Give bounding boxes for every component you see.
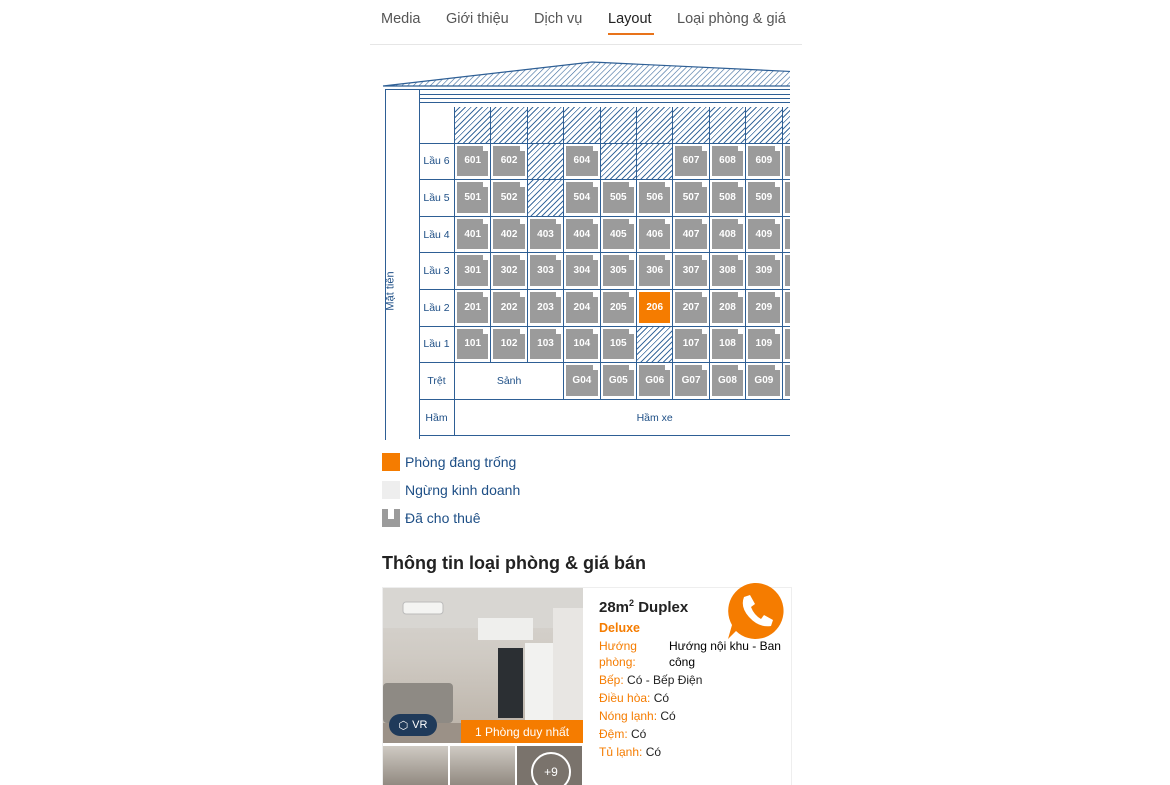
floor-label: Lầu 4 — [419, 217, 455, 254]
floor-label: Lầu 5 — [419, 180, 455, 217]
room-cell — [564, 327, 600, 364]
call-button[interactable] — [724, 581, 784, 641]
room-306[interactable]: 306 — [639, 255, 670, 286]
hatched-cell — [528, 107, 564, 144]
room-cell — [746, 144, 782, 181]
room-cell — [783, 290, 790, 327]
rented-flag-icon — [483, 292, 488, 297]
hatched-cell — [710, 107, 746, 144]
room-408[interactable]: 408 — [712, 219, 743, 250]
rented-flag-icon — [593, 365, 598, 370]
room-cell — [783, 217, 790, 254]
rented-flag-icon — [483, 329, 488, 334]
hatched-cell — [783, 107, 790, 144]
rented-flag-icon — [556, 329, 561, 334]
room-107[interactable]: 107 — [675, 329, 706, 360]
tab-introduction[interactable]: Giới thiệu — [446, 11, 509, 27]
hatched-cell — [491, 107, 527, 144]
room-cell — [564, 180, 600, 217]
room-cell — [783, 253, 790, 290]
room-cell — [601, 290, 637, 327]
hatched-cell — [601, 144, 637, 181]
room-cell — [673, 290, 709, 327]
room-cell — [637, 363, 673, 400]
unique-room-ribbon: 1 Phòng duy nhất — [461, 720, 583, 743]
room-cell — [710, 363, 746, 400]
room-303[interactable]: 303 — [530, 255, 561, 286]
room-cell — [528, 253, 564, 290]
rented-flag-icon — [629, 329, 634, 334]
room-cell — [601, 327, 637, 364]
hatched-cell — [564, 107, 600, 144]
room-cell — [746, 327, 782, 364]
facade-label: Mặt tiền — [384, 271, 397, 311]
tab-media[interactable]: Media — [381, 11, 421, 27]
room-302[interactable]: 302 — [493, 255, 524, 286]
room-types-title: Thông tin loại phòng & giá bán — [382, 553, 646, 573]
room-cell — [746, 363, 782, 400]
rented-flag-icon — [593, 182, 598, 187]
room-cell — [710, 144, 746, 181]
rented-flag-icon — [702, 255, 707, 260]
floor-label: Hầm — [419, 400, 455, 437]
rented-flag-icon — [629, 292, 634, 297]
hatched-cell — [746, 107, 782, 144]
room-cell — [564, 363, 600, 400]
rented-flag-icon — [775, 292, 780, 297]
room-G08[interactable]: G08 — [712, 365, 743, 396]
more-photos-thumbnail[interactable] — [517, 746, 582, 785]
rented-flag-icon — [593, 292, 598, 297]
room-partial[interactable] — [785, 292, 790, 323]
room-403[interactable]: 403 — [530, 219, 561, 250]
floor-layout-diagram — [382, 52, 790, 444]
room-404[interactable]: 404 — [566, 219, 597, 250]
room-cell — [746, 290, 782, 327]
room-206[interactable]: 206 — [639, 292, 670, 323]
room-cell — [746, 217, 782, 254]
room-G05[interactable]: G05 — [603, 365, 634, 396]
room-cell — [710, 180, 746, 217]
room-407[interactable]: 407 — [675, 219, 706, 250]
thumbnail[interactable] — [383, 746, 448, 785]
room-103[interactable]: 103 — [530, 329, 561, 360]
rented-flag-icon — [520, 146, 525, 151]
rented-flag-icon — [593, 329, 598, 334]
rented-flag-icon — [520, 255, 525, 260]
room-cell — [637, 253, 673, 290]
rented-flag-icon — [593, 255, 598, 260]
room-cell — [564, 217, 600, 254]
room-cell — [491, 290, 527, 327]
water-heater-row: Nóng lạnh: Có — [599, 709, 676, 723]
room-cell — [528, 217, 564, 254]
photo-thumbnails — [383, 746, 583, 785]
room-cell — [601, 253, 637, 290]
rented-flag-icon — [629, 365, 634, 370]
rented-swatch — [382, 509, 400, 527]
rented-flag-icon — [775, 365, 780, 370]
hatched-cell — [637, 327, 673, 364]
legend-vacant: Phòng đang trống — [382, 452, 520, 472]
rented-flag-icon — [738, 329, 743, 334]
room-cell — [783, 144, 790, 181]
room-photo[interactable] — [383, 588, 583, 743]
room-604[interactable]: 604 — [566, 146, 597, 177]
rented-flag-icon — [520, 329, 525, 334]
rented-flag-icon — [520, 219, 525, 224]
rented-flag-icon — [738, 255, 743, 260]
rented-flag-icon — [738, 146, 743, 151]
rented-flag-icon — [629, 255, 634, 260]
rented-flag-icon — [556, 255, 561, 260]
rented-flag-icon — [738, 182, 743, 187]
hatched-cell — [528, 144, 564, 181]
parking-area: Hầm xe — [455, 400, 790, 437]
room-cell — [637, 180, 673, 217]
floor-label: Lầu 3 — [419, 253, 455, 290]
hatched-cell — [673, 107, 709, 144]
room-304[interactable]: 304 — [566, 255, 597, 286]
room-cell — [564, 144, 600, 181]
room-502[interactable]: 502 — [493, 182, 524, 213]
room-cell — [601, 180, 637, 217]
room-504[interactable]: 504 — [566, 182, 597, 213]
room-cell — [673, 327, 709, 364]
more-photos-count: +9 — [531, 752, 571, 785]
rented-flag-icon — [775, 219, 780, 224]
rented-flag-icon — [665, 255, 670, 260]
room-cell — [637, 217, 673, 254]
room-309[interactable]: 309 — [748, 255, 779, 286]
room-cell — [783, 363, 790, 400]
room-602[interactable]: 602 — [493, 146, 524, 177]
rented-flag-icon — [483, 255, 488, 260]
room-cell — [564, 253, 600, 290]
rented-flag-icon — [593, 146, 598, 151]
room-cell — [601, 217, 637, 254]
rented-flag-icon — [665, 219, 670, 224]
legend-suspended: Ngừng kinh doanh — [382, 480, 520, 500]
room-308[interactable]: 308 — [712, 255, 743, 286]
room-cell — [746, 253, 782, 290]
room-501[interactable]: 501 — [457, 182, 488, 213]
kitchen-row: Bếp: Có - Bếp Điện — [599, 673, 703, 687]
room-cell — [710, 253, 746, 290]
room-305[interactable]: 305 — [603, 255, 634, 286]
room-partial[interactable] — [785, 219, 790, 250]
room-607[interactable]: 607 — [675, 146, 706, 177]
room-G09[interactable]: G09 — [748, 365, 779, 396]
room-cell — [491, 327, 527, 364]
room-102[interactable]: 102 — [493, 329, 524, 360]
rented-flag-icon — [665, 182, 670, 187]
room-207[interactable]: 207 — [675, 292, 706, 323]
rented-flag-icon — [483, 219, 488, 224]
thumbnail[interactable] — [450, 746, 515, 785]
rented-flag-icon — [665, 365, 670, 370]
room-409[interactable]: 409 — [748, 219, 779, 250]
room-209[interactable]: 209 — [748, 292, 779, 323]
rented-flag-icon — [702, 182, 707, 187]
aircon-row: Điều hòa: Có — [599, 691, 670, 705]
rented-flag-icon — [629, 182, 634, 187]
page — [370, 0, 802, 785]
room-G06[interactable]: G06 — [639, 365, 670, 396]
mattress-row: Đệm: Có — [599, 727, 647, 741]
room-cell — [455, 180, 491, 217]
room-208[interactable]: 208 — [712, 292, 743, 323]
room-202[interactable]: 202 — [493, 292, 524, 323]
hatched-cell — [637, 144, 673, 181]
roof-drawing — [382, 60, 790, 88]
room-108[interactable]: 108 — [712, 329, 743, 360]
room-509[interactable]: 509 — [748, 182, 779, 213]
vacant-swatch — [382, 453, 400, 471]
direction-row: Hướng phòng: Hướng nội khu - Ban công — [599, 639, 781, 669]
room-cell — [601, 363, 637, 400]
rented-flag-icon — [702, 365, 707, 370]
room-301[interactable]: 301 — [457, 255, 488, 286]
room-609[interactable]: 609 — [748, 146, 779, 177]
room-104[interactable]: 104 — [566, 329, 597, 360]
room-type-name: $28m^2$ Duplex — [599, 598, 689, 616]
room-cell — [710, 290, 746, 327]
room-507[interactable]: 507 — [675, 182, 706, 213]
rented-flag-icon — [520, 292, 525, 297]
suspended-swatch — [382, 481, 400, 499]
rented-flag-icon — [556, 292, 561, 297]
room-cell — [673, 144, 709, 181]
rented-flag-icon — [702, 329, 707, 334]
room-205[interactable]: 205 — [603, 292, 634, 323]
room-cell — [673, 253, 709, 290]
room-cell — [710, 217, 746, 254]
rented-flag-icon — [702, 146, 707, 151]
room-cell — [710, 327, 746, 364]
room-type-class: Deluxe — [599, 621, 640, 635]
room-partial[interactable] — [785, 365, 790, 396]
room-cell — [528, 290, 564, 327]
room-partial[interactable] — [785, 146, 790, 177]
hatched-cell — [528, 180, 564, 217]
room-cell — [455, 290, 491, 327]
floor-label: Trệt — [419, 363, 455, 400]
room-204[interactable]: 204 — [566, 292, 597, 323]
vr-icon: ⬡ — [398, 719, 409, 732]
room-cell — [783, 327, 790, 364]
phone-icon — [724, 581, 784, 641]
room-cell — [491, 253, 527, 290]
room-cell — [637, 290, 673, 327]
room-G07[interactable]: G07 — [675, 365, 706, 396]
room-406[interactable]: 406 — [639, 219, 670, 250]
rented-flag-icon — [702, 292, 707, 297]
roof-stripes — [419, 94, 790, 106]
room-109[interactable]: 109 — [748, 329, 779, 360]
tab-room-types-prices[interactable]: Loại phòng & giá — [677, 11, 786, 27]
rented-flag-icon — [738, 292, 743, 297]
rented-flag-icon — [483, 182, 488, 187]
room-201[interactable]: 201 — [457, 292, 488, 323]
room-cell — [491, 217, 527, 254]
room-505[interactable]: 505 — [603, 182, 634, 213]
room-203[interactable]: 203 — [530, 292, 561, 323]
rented-flag-icon — [775, 146, 780, 151]
facade-column — [385, 89, 420, 439]
room-401[interactable]: 401 — [457, 219, 488, 250]
room-partial[interactable] — [785, 255, 790, 286]
rented-flag-icon — [520, 182, 525, 187]
room-cell — [783, 180, 790, 217]
room-105[interactable]: 105 — [603, 329, 634, 360]
rented-flag-icon — [775, 329, 780, 334]
rented-flag-icon — [738, 219, 743, 224]
floor-label: Lầu 1 — [419, 327, 455, 364]
room-506[interactable]: 506 — [639, 182, 670, 213]
hatched-cell — [455, 107, 491, 144]
room-cell — [673, 363, 709, 400]
tab-bar — [370, 0, 802, 45]
floor-label: Lầu 6 — [419, 144, 455, 181]
fridge-row: Tủ lạnh: Có — [599, 745, 662, 759]
rented-flag-icon — [702, 219, 707, 224]
hatched-cell — [637, 107, 673, 144]
hatched-cell — [601, 107, 637, 144]
roof-row-label — [419, 107, 455, 144]
room-608[interactable]: 608 — [712, 146, 743, 177]
room-cell — [491, 144, 527, 181]
room-cell — [746, 180, 782, 217]
rented-flag-icon — [775, 255, 780, 260]
room-cell — [455, 253, 491, 290]
tab-layout[interactable]: Layout — [608, 11, 652, 27]
legend-rented: Đã cho thuê — [382, 508, 520, 528]
room-cell — [455, 327, 491, 364]
room-402[interactable]: 402 — [493, 219, 524, 250]
rented-flag-icon — [556, 219, 561, 224]
rented-flag-icon — [629, 219, 634, 224]
room-601[interactable]: 601 — [457, 146, 488, 177]
room-cell — [528, 327, 564, 364]
rented-flag-icon — [483, 146, 488, 151]
room-101[interactable]: 101 — [457, 329, 488, 360]
room-405[interactable]: 405 — [603, 219, 634, 250]
rented-flag-icon — [775, 182, 780, 187]
room-307[interactable]: 307 — [675, 255, 706, 286]
room-cell — [455, 217, 491, 254]
vr-button[interactable]: ⬡ VR — [389, 714, 437, 736]
rented-flag-icon — [593, 219, 598, 224]
room-cell — [673, 217, 709, 254]
lobby-area: Sảnh — [455, 363, 564, 400]
room-G04[interactable]: G04 — [566, 365, 597, 396]
legend — [382, 452, 520, 536]
room-508[interactable]: 508 — [712, 182, 743, 213]
room-partial[interactable] — [785, 182, 790, 213]
room-cell — [491, 180, 527, 217]
room-cell — [564, 290, 600, 327]
room-cell — [673, 180, 709, 217]
active-tab-indicator — [608, 33, 654, 35]
room-partial[interactable] — [785, 329, 790, 360]
tab-services[interactable]: Dịch vụ — [534, 11, 583, 27]
room-cell — [455, 144, 491, 181]
rented-flag-icon — [738, 365, 743, 370]
floor-label: Lầu 2 — [419, 290, 455, 327]
